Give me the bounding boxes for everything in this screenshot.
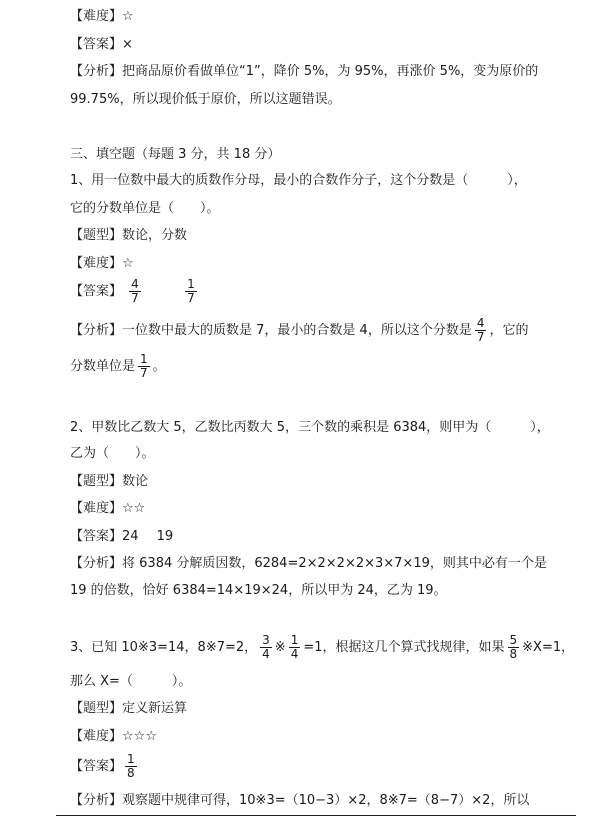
analysis-text: ，它的 (489, 323, 529, 338)
type-label: 【题型】 (70, 228, 123, 243)
q2-analysis-line1 (70, 555, 547, 573)
answer-value-2: 19 (156, 529, 174, 544)
difficulty-label: 【难度】 (70, 729, 123, 744)
type-label: 【题型】 (70, 701, 123, 716)
q3-type (70, 700, 187, 718)
q2-stem-line2: 乙为（ ）。 (70, 446, 155, 461)
stem-text: ※ (274, 640, 286, 655)
analysis-text: 。 (152, 359, 166, 374)
q1-stem-line1: 1、用一位数中最大的质数作分母，最小的合数作分子，这个分数是（ ）， (70, 173, 527, 188)
section-heading: 三、填空题（每题 3 分，共 18 分） (70, 147, 281, 162)
analysis-text: 一位数中最大的质数是 7，最小的合数是 4，所以这个分数是 (122, 323, 472, 338)
type-value: 定义新运算 (122, 701, 188, 716)
analysis-text: 99.75%，所以现价低于原价，所以这题错误。 (70, 92, 341, 107)
analysis-text: 把商品原价看做单位“1”，降价 5%，为 95%，再涨价 5%，变为原价的 (122, 64, 539, 79)
top-difficulty (70, 8, 134, 26)
bottom-divider (56, 815, 576, 816)
stem-fraction-c: $\frac{5}{8}$ (509, 633, 518, 661)
q3-analysis-line1 (70, 792, 529, 810)
difficulty-value: ☆☆ (122, 501, 146, 516)
answer-value-1: 24 (122, 529, 139, 544)
top-analysis-line2 (70, 91, 341, 109)
q3-answer (70, 752, 140, 782)
q1-stem-line2: 它的分数单位是（ ）。 (70, 201, 220, 216)
analysis-fraction-2: $\frac{1}{7}$ (140, 352, 148, 380)
analysis-label: 【分析】 (70, 64, 123, 79)
difficulty-value: ☆☆☆ (122, 729, 157, 744)
q1-difficulty (70, 255, 134, 273)
q2-answer (70, 528, 173, 546)
difficulty-value: ☆ (122, 9, 134, 24)
analysis-label: 【分析】 (70, 323, 123, 338)
answer-fraction: $\frac{1}{8}$ (127, 752, 135, 780)
q1-analysis-line1 (70, 316, 528, 346)
type-value: 数论，分数 (122, 228, 188, 243)
analysis-text: 将 6384 分解质因数，6284=2×2×2×2×3×7×19，则其中必有一个是 (122, 556, 547, 571)
top-analysis-line1 (70, 63, 538, 81)
q2-analysis-line2: 19 的倍数，恰好 6384=14×19×24，所以甲为 24，乙为 19。 (70, 583, 447, 598)
stem-fraction-a: $\frac{3}{4}$ (262, 633, 270, 661)
q1-type (70, 227, 187, 245)
difficulty-label: 【难度】 (70, 9, 123, 24)
stem-text: 3、已知 10※3=14，8※7=2， (70, 640, 258, 655)
analysis-fraction-1: $\frac{4}{7}$ (476, 316, 485, 344)
q2-stem-line1: 2、甲数比乙数大 5，乙数比丙数大 5，三个数的乘积是 6384，则甲为（ ）， (70, 420, 550, 435)
type-value: 数论 (122, 474, 149, 489)
stem-text: ※X=1， (522, 640, 575, 655)
analysis-label: 【分析】 (70, 793, 123, 808)
analysis-text: 观察题中规律可得，10※3=（10−3）×2，8※7=（8−7）×2，所以 (122, 793, 530, 808)
answer-label: 【答案】 (70, 759, 123, 774)
top-answer (70, 36, 133, 54)
q3-stem-line1 (70, 633, 574, 663)
answer-fraction-1: $\frac{4}{7}$ (131, 277, 139, 305)
answer-label: 【答案】 (70, 37, 123, 52)
answer-fraction-2: $\frac{1}{7}$ (187, 277, 195, 305)
stem-text: =1，根据这几个算式找规律，如果 (303, 640, 505, 655)
q3-difficulty (70, 728, 157, 746)
difficulty-label: 【难度】 (70, 256, 123, 271)
answer-value: × (122, 37, 133, 52)
answer-label: 【答案】 (70, 529, 123, 544)
q2-difficulty (70, 500, 145, 518)
answer-label: 【答案】 (70, 284, 123, 299)
q2-type (70, 473, 148, 491)
q1-analysis-line2 (70, 352, 166, 382)
q3-stem-line2: 那么 X=（ ）。 (70, 674, 192, 689)
difficulty-label: 【难度】 (70, 501, 123, 516)
difficulty-value: ☆ (122, 256, 134, 271)
analysis-text: 分数单位是 (70, 359, 136, 374)
type-label: 【题型】 (70, 474, 123, 489)
q1-answer (70, 277, 200, 307)
stem-fraction-b: $\frac{1}{4}$ (290, 633, 299, 661)
analysis-label: 【分析】 (70, 556, 123, 571)
